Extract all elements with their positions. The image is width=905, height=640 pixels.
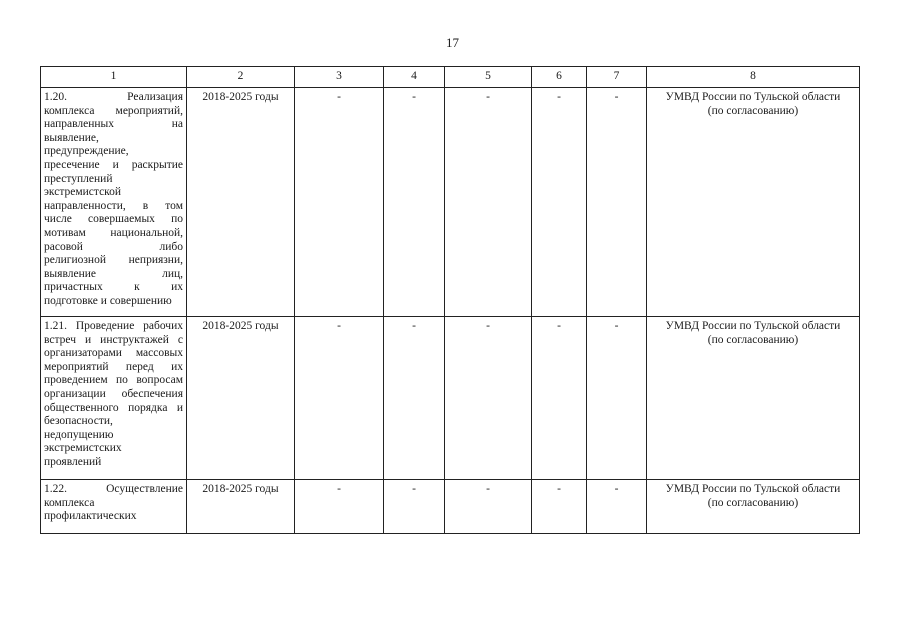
- measure-name-line: расовой либо: [44, 240, 183, 253]
- executor-cell: [647, 317, 860, 480]
- executor-cell: [647, 480, 860, 534]
- col5-cell: -: [445, 480, 532, 534]
- header-col-7: 7: [587, 67, 647, 88]
- col4-cell: -: [384, 88, 445, 317]
- col3-cell: -: [295, 317, 384, 480]
- table-row: [41, 317, 860, 480]
- executor-name: УМВД России по Тульской области: [665, 483, 841, 495]
- executor-cell: [647, 88, 860, 317]
- measure-name-cell: [41, 88, 187, 317]
- executor-note: (по согласованию): [707, 104, 799, 117]
- measure-name-line: 1.20. Реализация: [44, 91, 183, 103]
- measure-name-line: преступлений: [44, 172, 113, 185]
- measure-name-line: 1.21. Проведение рабочих: [44, 320, 183, 332]
- header-col-4: 4: [384, 67, 445, 88]
- measure-name-line: мероприятий перед их: [44, 360, 183, 373]
- header-col-3: 3: [295, 67, 384, 88]
- header-col-6: 6: [532, 67, 587, 88]
- measure-name-line: направленности, в том: [44, 199, 183, 212]
- measures-table: [40, 66, 860, 534]
- measure-name-cell: [41, 317, 187, 480]
- measure-name-line: числе совершаемых по: [44, 213, 183, 226]
- measure-name-line: организаторами массовых: [44, 347, 183, 360]
- col7-cell: -: [587, 88, 647, 317]
- measure-name-line: проведением по вопросам: [44, 374, 183, 387]
- header-row: [41, 67, 860, 88]
- measure-name-line: причастных к их: [44, 281, 183, 294]
- measure-name-line: комплекса: [44, 496, 95, 509]
- col7-cell: -: [587, 480, 647, 534]
- measure-name-line: недопущению: [44, 428, 114, 441]
- page-number: 17: [446, 35, 459, 50]
- col5-cell: -: [445, 88, 532, 317]
- header-col-8: 8: [647, 67, 860, 88]
- measure-name-cell: [41, 480, 187, 534]
- table-row: [41, 480, 860, 534]
- header-col-2: 2: [187, 67, 295, 88]
- measure-name-line: выявление лиц,: [44, 267, 183, 280]
- measure-name-line: направленных на: [44, 118, 183, 131]
- measure-name-line: экстремистских: [44, 442, 122, 455]
- col4-cell: -: [384, 480, 445, 534]
- table-row: [41, 88, 860, 317]
- col5-cell: -: [445, 317, 532, 480]
- measure-name-line: 1.22. Осуществление: [44, 483, 183, 495]
- measure-name-line: пресечение и раскрытие: [44, 158, 183, 171]
- measure-name-line: проявлений: [44, 455, 102, 468]
- header-col-5: 5: [445, 67, 532, 88]
- col4-cell: -: [384, 317, 445, 480]
- col3-cell: -: [295, 88, 384, 317]
- col6-cell: -: [532, 88, 587, 317]
- col7-cell: -: [587, 317, 647, 480]
- measure-name-line: безопасности,: [44, 415, 113, 428]
- measure-name-line: экстремистской: [44, 186, 122, 199]
- measure-name-line: мотивам национальной,: [44, 226, 183, 239]
- measure-name-line: религиозной неприязни,: [44, 254, 183, 267]
- measure-name-line: встреч и инструктажей с: [44, 333, 183, 346]
- col6-cell: -: [532, 480, 587, 534]
- measure-name-line: профилактических: [44, 510, 137, 523]
- header-col-1: 1: [41, 67, 187, 88]
- period-cell: 2018-2025 годы: [187, 317, 295, 480]
- measure-name-line: комплекса мероприятий,: [44, 104, 183, 117]
- measure-name-line: подготовке и совершению: [44, 294, 172, 307]
- measure-name-line: предупреждение,: [44, 145, 129, 158]
- col3-cell: -: [295, 480, 384, 534]
- measure-name-line: выявление,: [44, 131, 99, 144]
- period-cell: 2018-2025 годы: [187, 480, 295, 534]
- executor-name: УМВД России по Тульской области: [665, 320, 841, 332]
- executor-note: (по согласованию): [707, 496, 799, 509]
- executor-name: УМВД России по Тульской области: [665, 91, 841, 103]
- measure-name-line: общественного порядка и: [44, 401, 183, 414]
- period-cell: 2018-2025 годы: [187, 88, 295, 317]
- measure-name-line: организации обеспечения: [44, 387, 183, 400]
- executor-note: (по согласованию): [707, 333, 799, 346]
- col6-cell: -: [532, 317, 587, 480]
